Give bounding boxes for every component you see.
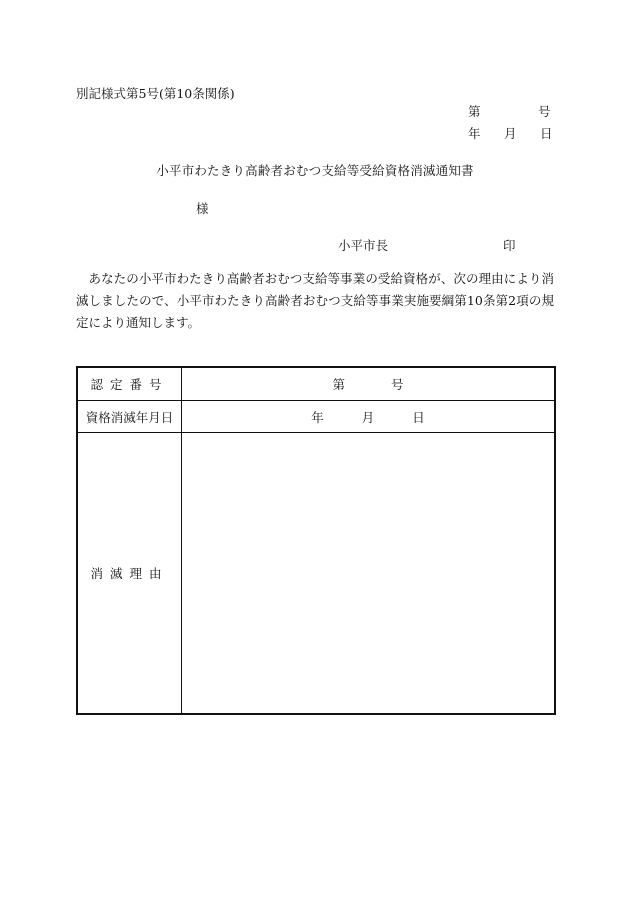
addressee-suffix: 様 [196, 201, 209, 216]
date-month: 月 [504, 126, 517, 141]
notice-body: あなたの小平市わたきり高齢者おむつ支給等事業の受給資格が、次の理由により消滅しましたので、小平市わたきり高齢者おむつ支給等事業実施要綱第10条第2項の規定により通知します。 [76, 271, 554, 330]
loss-date-year: 年 [311, 409, 324, 425]
certification-number-suffix: 号 [391, 377, 404, 392]
number-prefix: 第 [468, 104, 481, 119]
table-row [77, 367, 555, 401]
loss-date-label: 資格消滅年月日 [77, 401, 182, 433]
date-day: 日 [540, 126, 553, 141]
table-row [77, 401, 555, 433]
notice-table [76, 366, 556, 715]
form-label: 別記様式第5号(第10条関係) [76, 86, 235, 101]
loss-date-value [182, 401, 556, 433]
seal-mark: 印 [503, 238, 516, 253]
loss-reason-label: 消滅理由 [77, 433, 182, 715]
date-year: 年 [468, 126, 481, 141]
document-title: 小平市わたきり高齢者おむつ支給等受給資格消滅通知書 [156, 163, 474, 178]
loss-date-day: 日 [412, 409, 425, 425]
certification-number-label: 認定番号 [77, 367, 182, 401]
table-row [77, 433, 555, 715]
certification-number-value [182, 367, 556, 401]
loss-date-month: 月 [361, 409, 375, 425]
issuer-name: 小平市長 [338, 238, 389, 253]
loss-reason-value[interactable] [182, 433, 556, 715]
number-suffix: 号 [538, 104, 551, 119]
certification-number-prefix: 第 [332, 377, 345, 392]
